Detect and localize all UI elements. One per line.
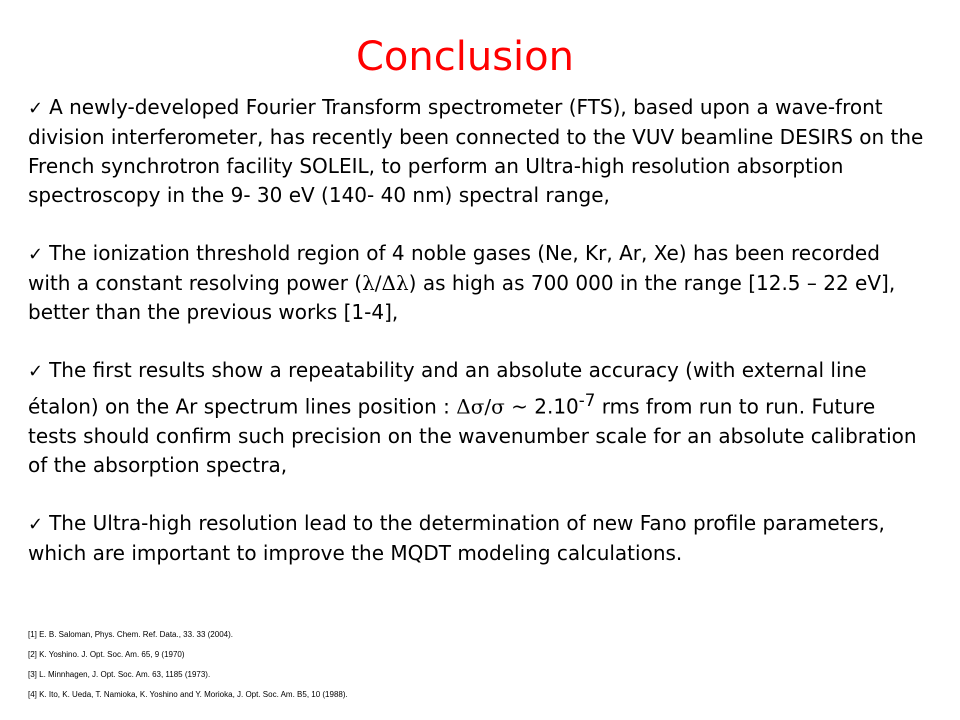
bullet-text: The ionization threshold region of 4 noble gases (Ne, Kr, Ar, Xe) has been recorded with a constant resolving power ( (28, 241, 880, 295)
accuracy-exponent: -7 (578, 391, 596, 410)
bullet-fano-profile (28, 509, 928, 568)
checkmark-icon: ✓ (28, 361, 44, 382)
bullet-text: The first results show a repeatability and an absolute accuracy (with external line étalon) on the Ar spectrum lines position : (28, 358, 867, 419)
reference-item: [2] K. Yoshino. J. Opt. Soc. Am. 65, 9 (1970) (28, 650, 185, 659)
slide-title: Conclusion (356, 34, 574, 80)
checkmark-icon: ✓ (28, 98, 44, 119)
reference-item: [3] L. Minnhagen, J. Opt. Soc. Am. 63, 1185 (1973). (28, 670, 211, 679)
reference-item: [1] E. B. Saloman, Phys. Chem. Ref. Data., 33. 33 (2004). (28, 630, 233, 639)
bullet-text-cont: ) as high as 700 000 in the range [12.5 – 22 eV], better than the previous works [1-4], (28, 271, 896, 324)
accuracy-value: ~ 2.10 (504, 394, 579, 419)
bullet-ionization-threshold (28, 239, 928, 327)
conclusion-list (28, 93, 928, 597)
bullet-text-cont: rms from run to run. Future tests should confirm such precision on the wavenumber scale for an absolute calibration of the absorption spectra, (28, 394, 917, 477)
resolving-power-symbol: λ/Δλ (362, 271, 409, 295)
bullet-first-results (28, 356, 928, 480)
bullet-text: The Ultra-high resolution lead to the determination of new Fano profile parameters, which are important to improve the MQDT modeling calculations. (28, 510, 885, 565)
bullet-fts-description (28, 93, 928, 210)
reference-item: [4] K. Ito, K. Ueda, T. Namioka, K. Yoshino and Y. Morioka, J. Opt. Soc. Am. B5, 10 (1988). (28, 690, 348, 699)
references (28, 625, 928, 705)
checkmark-icon: ✓ (28, 513, 44, 535)
checkmark-icon: ✓ (28, 244, 44, 265)
accuracy-symbol: Δσ/σ (456, 394, 505, 419)
bullet-text: A newly-developed Fourier Transform spectrometer (FTS), based upon a wave-front division interferometer, has recently been connected to the VUV beamline DESIRS on the French synchrotron facility SOLEIL, to perform an Ultra-high resolution absorption spectroscopy in the 9- 30 eV (140- 40 nm) spectral range, (28, 95, 924, 207)
